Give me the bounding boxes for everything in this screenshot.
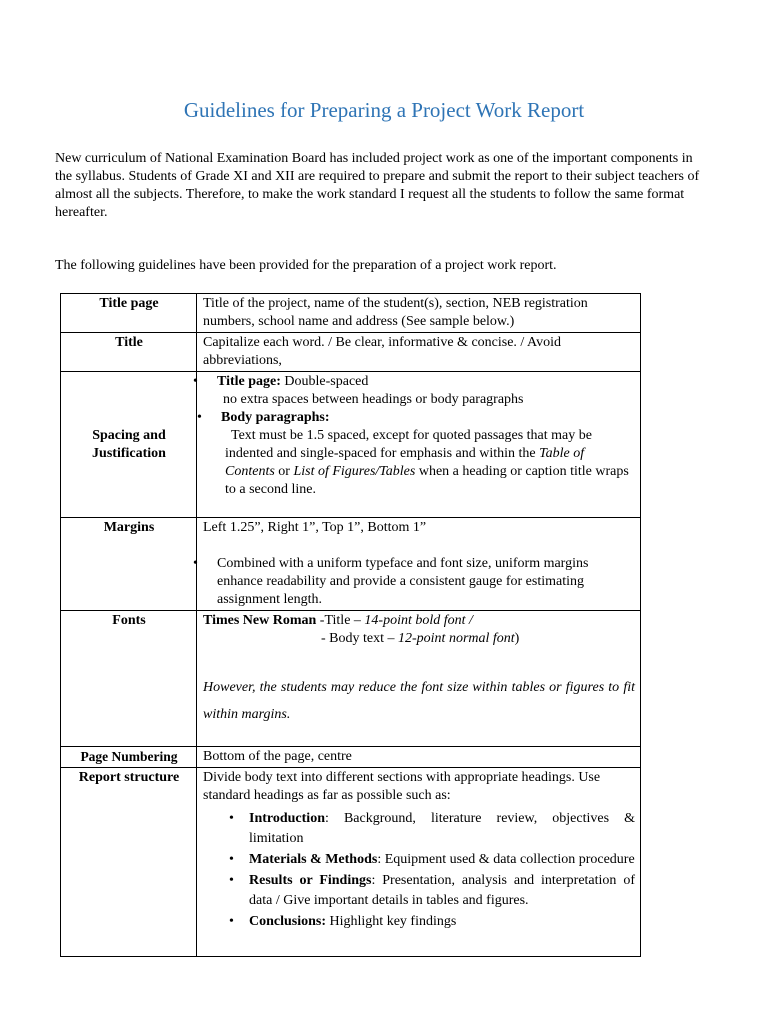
- row-label-fonts: Fonts: [61, 611, 197, 747]
- fonts-line1: [203, 612, 635, 630]
- fonts-line2-italic: 12-point normal font: [398, 631, 515, 646]
- structure-item-text: : Presentation, analysis and interpretation of data / Give important details in tables and figures.: [249, 873, 635, 908]
- fonts-line2-text: - Body text –: [321, 631, 398, 646]
- table-row: [61, 611, 641, 747]
- document-title: Guidelines for Preparing a Project Work Report: [183, 98, 585, 122]
- table-row: [61, 372, 641, 518]
- fonts-note: However, the students may reduce the font size within tables or figures to fit within margins.: [203, 680, 635, 722]
- row-content-fonts: [197, 611, 641, 747]
- spacing-item1-text: Double-spaced: [280, 374, 369, 389]
- structure-item-bold: Results or Findings: [249, 873, 372, 888]
- lead-paragraph: The following guidelines have been provided for the preparation of a project work report.: [55, 258, 557, 273]
- row-label-title: Title: [61, 333, 197, 372]
- spacing-item2-text-a: Text must be 1.5 spaced, except for quoted passages that may be indented and single-spaced for emphasis and within the: [225, 428, 592, 461]
- table-row: [61, 333, 641, 372]
- row-label-margins: Margins: [61, 518, 197, 611]
- table-row: [61, 747, 641, 768]
- spacing-item2-lof: List of Figures/Tables: [293, 464, 416, 479]
- row-content-page-numbering: Bottom of the page, centre: [197, 747, 641, 768]
- row-label-report-structure: Report structure: [61, 768, 197, 957]
- table-row: [61, 768, 641, 957]
- fonts-line2-close: ): [514, 631, 520, 646]
- spacing-item2-sub: [197, 427, 635, 499]
- margins-bullet: • Combined with a uniform typeface and font size, uniform margins enhance readability and provide a consistent gauge for estimating assignment length.: [197, 555, 635, 609]
- fonts-line1-text: -Title –: [316, 613, 365, 628]
- structure-item-text: Highlight key findings: [326, 914, 457, 929]
- spacing-item2-text-c: when a heading or caption title wraps to a second line.: [225, 464, 629, 497]
- structure-item-text: : Background, literature review, objectives & limitation: [249, 811, 635, 846]
- structure-list: [203, 809, 635, 932]
- spacing-item1-bold: Title page:: [217, 374, 281, 389]
- row-label-spacing: Spacing and Justification: [61, 372, 197, 518]
- table-row: [61, 518, 641, 611]
- row-content-spacing: [197, 372, 641, 518]
- row-content-margins: [197, 518, 641, 611]
- guidelines-table: [60, 293, 641, 957]
- list-item: [203, 912, 635, 932]
- table-row: [61, 294, 641, 333]
- intro-paragraph: New curriculum of National Examination Board has included project work as one of the important components in the syllabus. Students of Grade XI and XII are required to prepare and submit the report to their subject teachers of almost all the subjects. Therefore, to make the work standard I request all the students to follow the same format hereafter.: [55, 151, 700, 220]
- list-item: [197, 373, 635, 391]
- list-item: [201, 409, 635, 427]
- row-content-title: Capitalize each word. / Be clear, informative & concise. / Avoid abbreviations,: [197, 333, 641, 372]
- structure-item-text: : Equipment used & data collection procedure: [377, 852, 635, 867]
- row-content-report-structure: [197, 768, 641, 957]
- fonts-line1-italic: 14-point bold font /: [364, 613, 473, 628]
- fonts-line2: [203, 630, 635, 648]
- list-item: [203, 871, 635, 911]
- structure-item-bold: Materials & Methods: [249, 852, 378, 867]
- structure-intro: Divide body text into different sections with appropriate headings. Use standard headings as far as possible such as:: [203, 770, 601, 803]
- structure-item-bold: Introduction: [249, 811, 325, 826]
- row-label-title-page: Title page: [61, 294, 197, 333]
- spacing-item1-sub: no extra spaces between headings or body paragraphs: [223, 392, 524, 407]
- spacing-item2-bold: Body paragraphs:: [221, 410, 330, 425]
- list-item: [203, 850, 635, 870]
- row-label-page-numbering: Page Numbering: [61, 747, 197, 768]
- spacing-item2-text-b: or: [274, 464, 294, 479]
- fonts-name: Times New Roman: [203, 613, 317, 628]
- list-item: [203, 809, 635, 849]
- row-content-title-page: Title of the project, name of the student(s), section, NEB registration numbers, school name and address (See sample below.): [197, 294, 641, 333]
- spacing-item2-toc: Table of Contents: [225, 446, 585, 479]
- margins-values: Left 1.25”, Right 1”, Top 1”, Bottom 1”: [203, 520, 427, 535]
- structure-item-bold: Conclusions:: [249, 914, 327, 929]
